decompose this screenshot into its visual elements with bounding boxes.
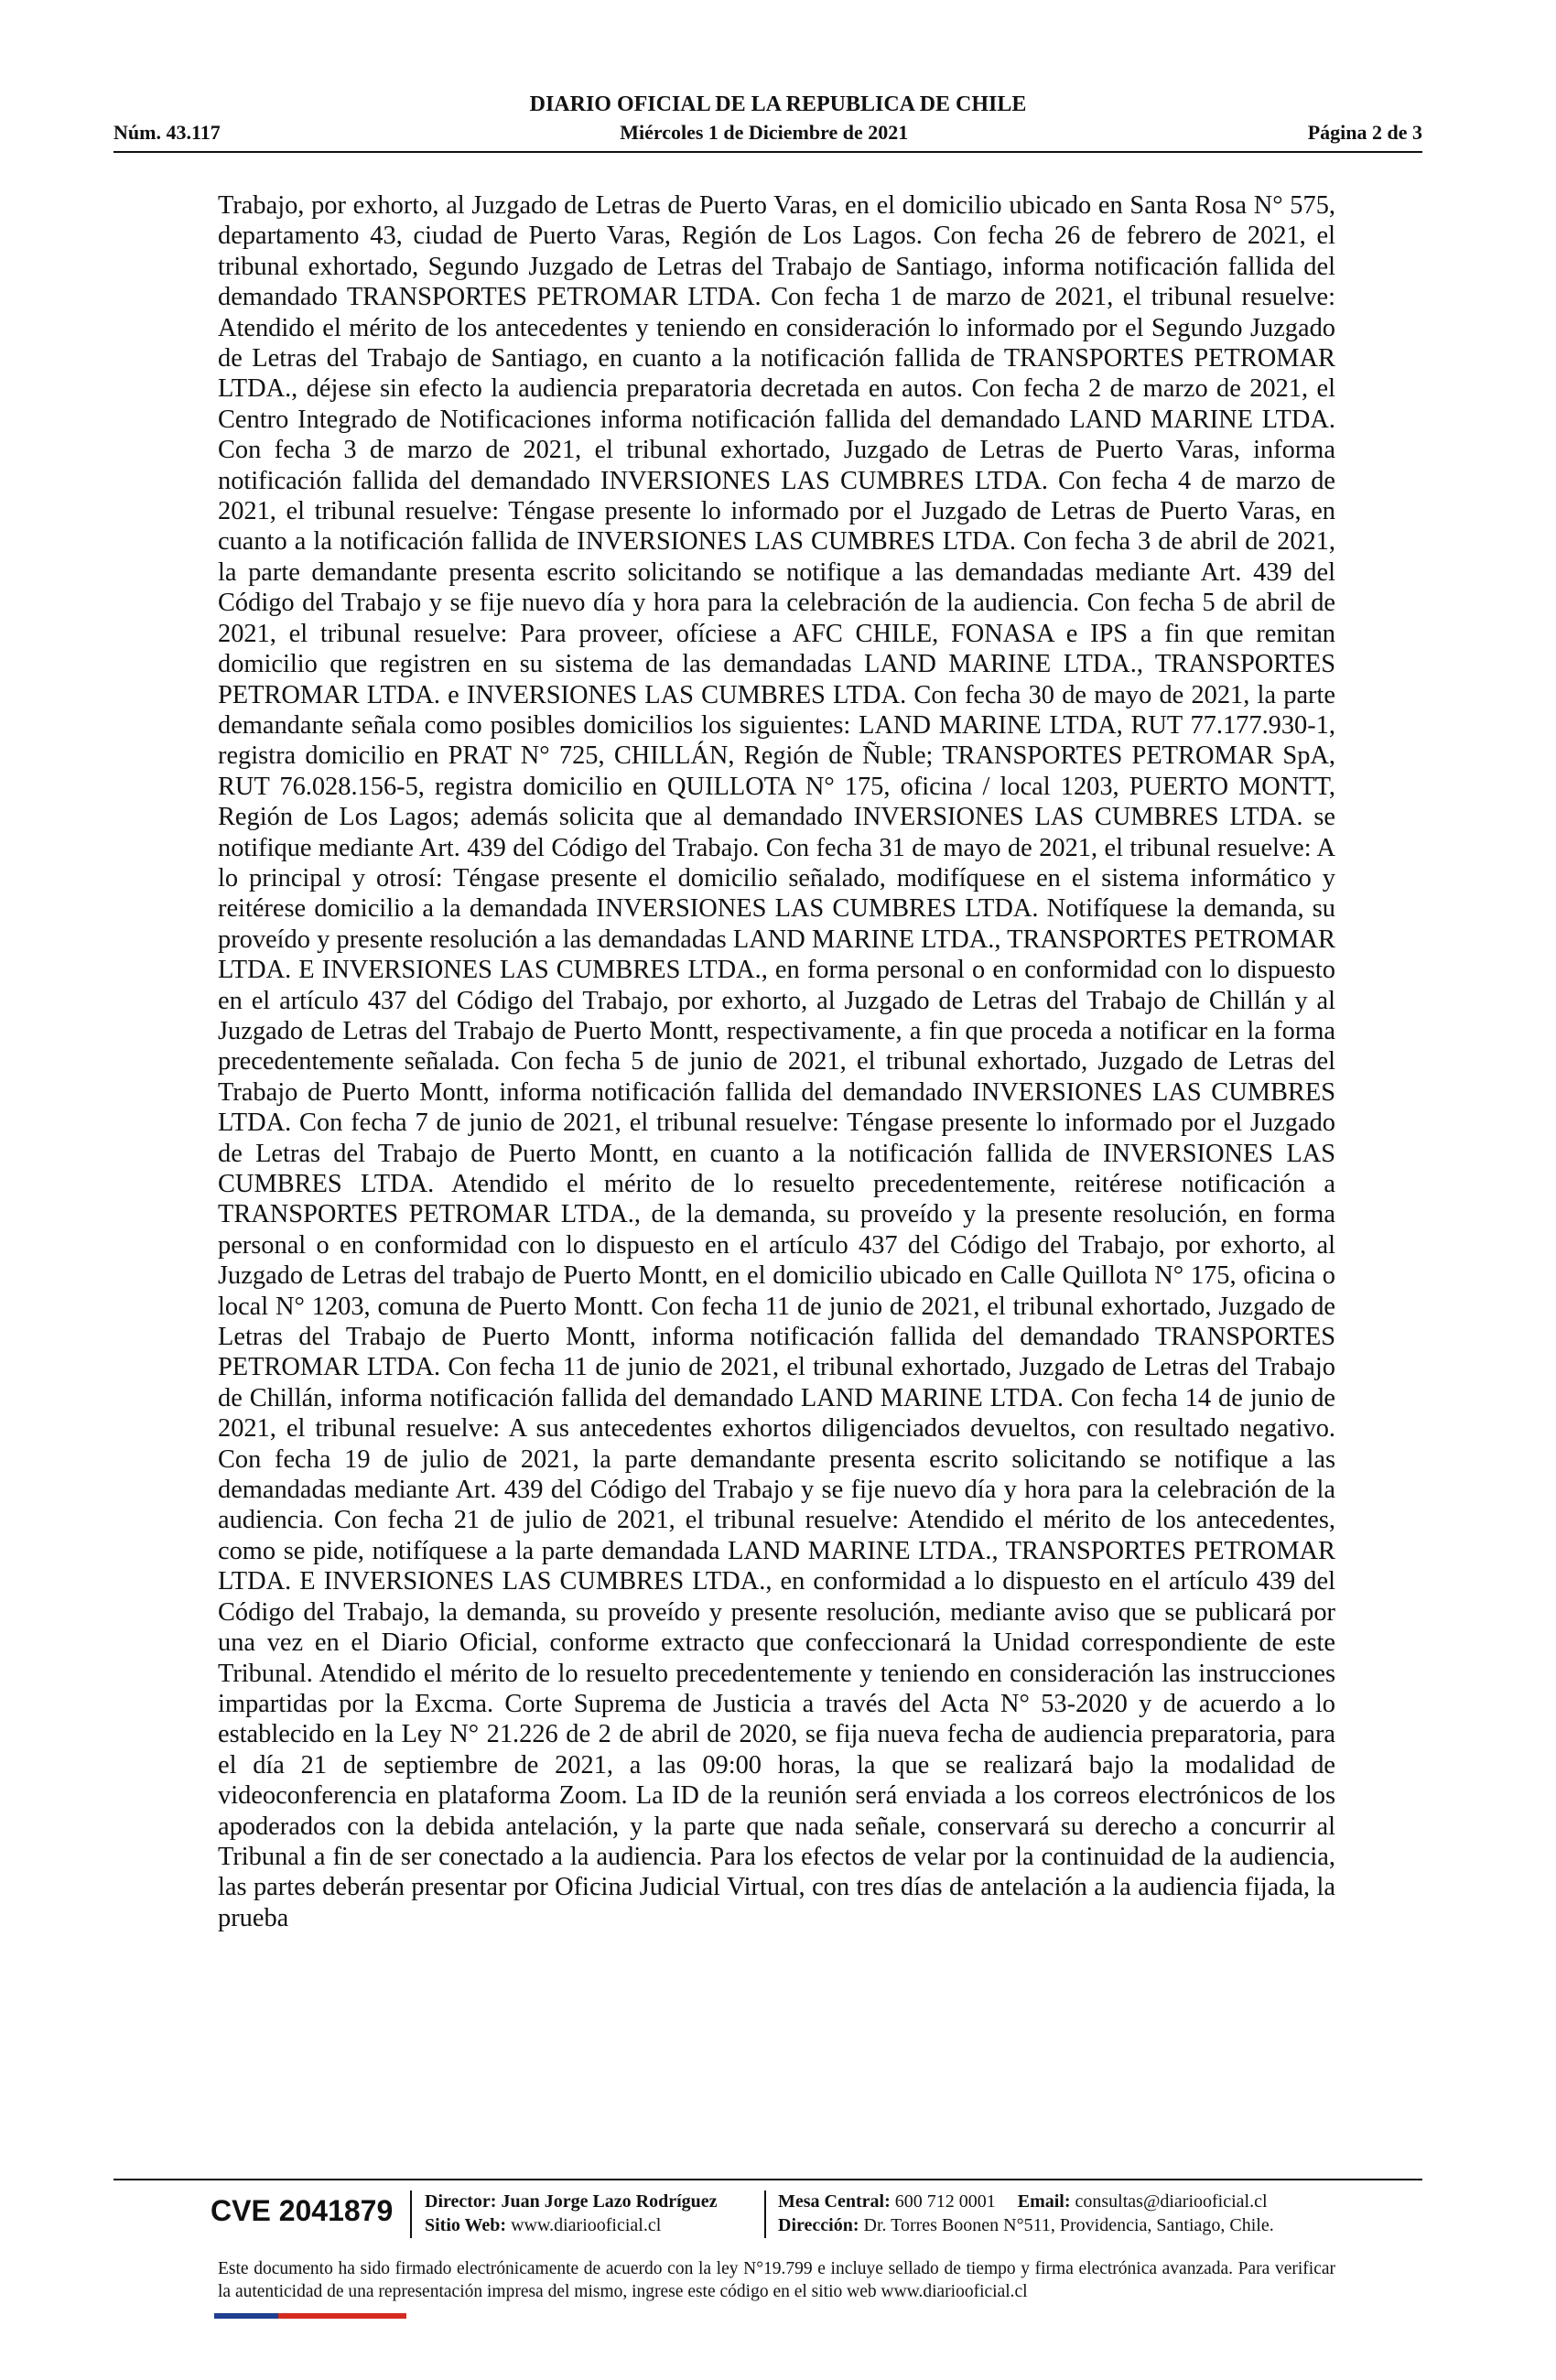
- website-label: Sitio Web:: [425, 2215, 507, 2235]
- header-row: [113, 121, 1422, 145]
- central-label: Mesa Central:: [778, 2191, 891, 2212]
- flag-red-segment: [278, 2313, 406, 2319]
- footer-separator: [764, 2191, 766, 2238]
- director-line: [425, 2190, 718, 2213]
- body-paragraph: Trabajo, por exhorto, al Juzgado de Letras de Puerto Varas, en el domicilio ubicado en Santa Rosa N° 575, departamento 43, ciudad de Puerto Varas, Región de Los Lagos. Con fecha 26 de febrero de 2021, el tribunal exhortado, Segundo Juzgado de Letras del Trabajo de Santiago, informa notificación fallida del demandado TRANSPORTES PETROMAR LTDA. Con fecha 1 de marzo de 2021, el tribunal resuelve: Atendido el mérito de los antecedentes y teniendo en consideración lo informado por el Segundo Juzgado de Letras del Trabajo de Santiago, en cuanto a la notificación fallida de TRANSPORTES PETROMAR LTDA., déjese sin efecto la audiencia preparatoria decretada en autos. Con fecha 2 de marzo de 2021, el Centro Integrado de Notificaciones informa notificación fallida del demandado LAND MARINE LTDA. Con fecha 3 de marzo de 2021, el tribunal exhortado, Juzgado de Letras de Puerto Varas, informa notificación fallida del demandado INVERSIONES LAS CUMBRES LTDA. Con fecha 4 de marzo de 2021, el tribunal resuelve: Téngase presente lo informado por el Juzgado de Letras de Puerto Varas, en cuanto a la notificación fallida de INVERSIONES LAS CUMBRES LTDA. Con fecha 3 de abril de 2021, la parte demandante presenta escrito solicitando se notifique a las demandadas mediante Art. 439 del Código del Trabajo y se fije nuevo día y hora para la celebración de la audiencia. Con fecha 5 de abril de 2021, el tribunal resuelve: Para proveer, ofíciese a AFC CHILE, FONASA e IPS a fin que remitan domicilio que registren en su sistema de las demandadas LAND MARINE LTDA., TRANSPORTES PETROMAR LTDA. e INVERSIONES LAS CUMBRES LTDA. Con fecha 30 de mayo de 2021, la parte demandante señala como posibles domicilios los siguientes: LAND MARINE LTDA, RUT 77.177.930-1, registra domicilio en PRAT N° 725, CHILLÁN, Región de Ñuble; TRANSPORTES PETROMAR SpA, RUT 76.028.156-5, registra domicilio en QUILLOTA N° 175, oficina / local 1203, PUERTO MONTT, Región de Los Lagos; además solicita que al demandado INVERSIONES LAS CUMBRES LTDA. se notifique mediante Art. 439 del Código del Trabajo. Con fecha 31 de mayo de 2021, el tribunal resuelve: A lo principal y otrosí: Téngase presente el domicilio señalado, modifíquese en el sistema informático y reitérese domicilio a la demandada INVERSIONES LAS CUMBRES LTDA. Notifíquese la demanda, su proveído y presente resolución a las demandadas LAND MARINE LTDA., TRANSPORTES PETROMAR LTDA. E INVERSIONES LAS CUMBRES LTDA., en forma personal o en conformidad con lo dispuesto en el artículo 437 del Código del Trabajo, por exhorto, al Juzgado de Letras del Trabajo de Chillán y al Juzgado de Letras del Trabajo de Puerto Montt, respectivamente, a fin que proceda a notificar en la forma precedentemente señalada. Con fecha 5 de junio de 2021, el tribunal exhortado, Juzgado de Letras del Trabajo de Puerto Montt, informa notificación fallida del demandado INVERSIONES LAS CUMBRES LTDA. Con fecha 7 de junio de 2021, el tribunal resuelve: Téngase presente lo informado por el Juzgado de Letras del Trabajo de Puerto Montt, en cuanto a la notificación fallida de INVERSIONES LAS CUMBRES LTDA. Atendido el mérito de lo resuelto precedentemente, reitérese notificación a TRANSPORTES PETROMAR LTDA., de la demanda, su proveído y la presente resolución, en forma personal o en conformidad con lo dispuesto en el artículo 437 del Código del Trabajo, por exhorto, al Juzgado de Letras del trabajo de Puerto Montt, en el domicilio ubicado en Calle Quillota N° 175, oficina o local N° 1203, comuna de Puerto Montt. Con fecha 11 de junio de 2021, el tribunal exhortado, Juzgado de Letras del Trabajo de Puerto Montt, informa notificación fallida del demandado TRANSPORTES PETROMAR LTDA. Con fecha 11 de junio de 2021, el tribunal exhortado, Juzgado de Letras del Trabajo de Chillán, informa notificación fallida del demandado LAND MARINE LTDA. Con fecha 14 de junio de 2021, el tribunal resuelve: A sus antecedentes exhortos diligenciados devueltos, con resultado negativo. Con fecha 19 de julio de 2021, la parte demandante presenta escrito solicitando se notifique a las demandadas mediante Art. 439 del Código del Trabajo y se fije nuevo día y hora para la celebración de la audiencia. Con fecha 21 de julio de 2021, el tribunal resuelve: Atendido el mérito de los antecedentes, como se pide, notifíquese a la parte demandada LAND MARINE LTDA., TRANSPORTES PETROMAR LTDA. E INVERSIONES LAS CUMBRES LTDA., en conformidad a lo dispuesto en el artículo 439 del Código del Trabajo, la demanda, su proveído y presente resolución, mediante aviso que se publicará por una vez en el Diario Oficial, conforme extracto que confeccionará la Unidad correspondiente de este Tribunal. Atendido el mérito de lo resuelto precedentemente y teniendo en consideración las instrucciones impartidas por la Excma. Corte Suprema de Justicia a través del Acta N° 53-2020 y de acuerdo a lo establecido en la Ley N° 21.226 de 2 de abril de 2020, se fija nueva fecha de audiencia preparatoria, para el día 21 de septiembre de 2021, a las 09:00 horas, la que se realizará bajo la modalidad de videoconferencia en plataforma Zoom. La ID de la reunión será enviada a los correos electrónicos de los apoderados con la debida antelación, y la parte que nada señale, conservará su derecho a concurrir al Tribunal a fin de ser conectado a la audiencia. Para los efectos de velar por la continuidad de la audiencia, las partes deberán presentar por Oficina Judicial Virtual, con tres días de antelación a la audiencia fijada, la prueba: [218, 191, 1335, 1932]
- cve-code: CVE 2041879: [211, 2194, 394, 2227]
- director-label: Director:: [425, 2191, 497, 2212]
- website-link[interactable]: www.diariooficial.cl: [511, 2215, 662, 2235]
- electronic-signature-note: Este documento ha sido firmado electrónicamente de acuerdo con la ley N°19.799 e incluye sellado de tiempo y firma electrónica avanzada. Para verificar la autenticidad de una representación impresa del mismo, ingrese este código en el sitio web www.diariooficial.cl: [218, 2259, 1335, 2301]
- website-line: [425, 2213, 718, 2237]
- header-divider: [113, 151, 1422, 153]
- central-phone: 600 712 0001: [894, 2191, 996, 2212]
- email-label: Email:: [1017, 2191, 1071, 2212]
- email-link[interactable]: consultas@diariooficial.cl: [1075, 2191, 1268, 2212]
- issue-number: Núm. 43.117: [113, 121, 221, 144]
- chile-flag-stripe: [214, 2313, 406, 2319]
- issue-date: Miércoles 1 de Diciembre de 2021: [620, 121, 909, 144]
- footer-contact-left: [425, 2190, 718, 2237]
- director-name: Juan Jorge Lazo Rodríguez: [501, 2191, 718, 2212]
- footer-divider: [113, 2179, 1422, 2180]
- publication-title: DIARIO OFICIAL DE LA REPUBLICA DE CHILE: [529, 92, 1027, 116]
- page-indicator: Página 2 de 3: [1307, 121, 1422, 144]
- flag-blue-segment: [214, 2313, 278, 2319]
- address-line: [778, 2213, 1274, 2237]
- address-label: Dirección:: [778, 2215, 859, 2235]
- phone-email-line: [778, 2190, 1274, 2213]
- footer-separator: [410, 2191, 412, 2238]
- footer-contact-right: [778, 2190, 1274, 2237]
- address-value: Dr. Torres Boonen N°511, Providencia, Santiago, Chile.: [863, 2215, 1274, 2235]
